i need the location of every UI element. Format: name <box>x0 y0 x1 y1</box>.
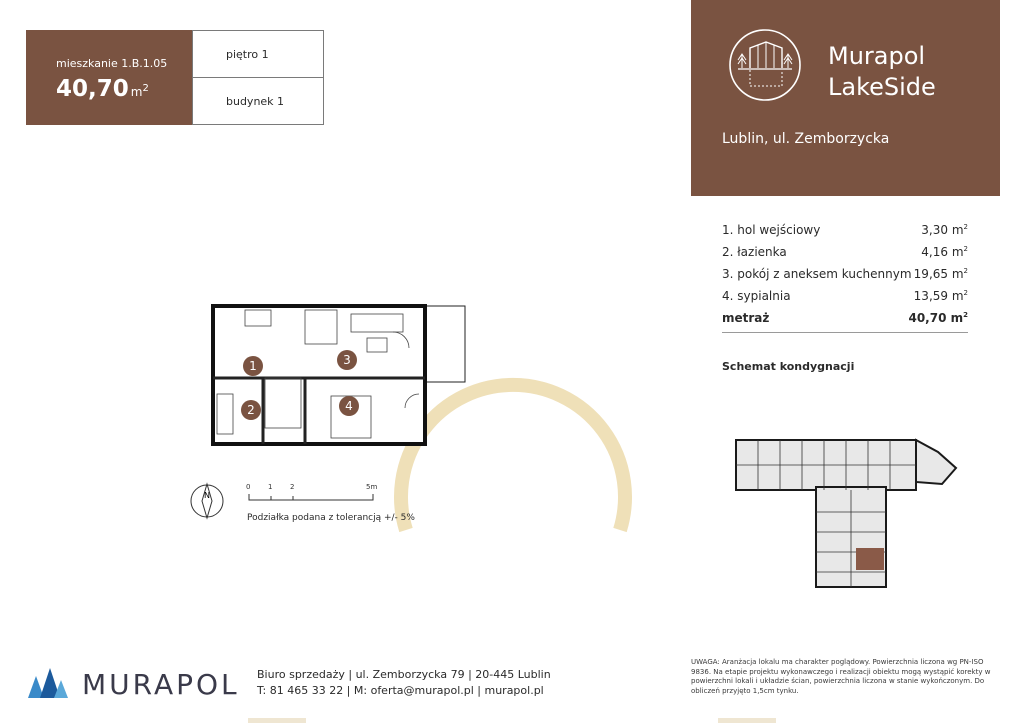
total-label: metraż <box>722 311 770 325</box>
room-row <box>722 264 968 286</box>
brand-panel <box>691 0 1000 196</box>
plan-label-4: 4 <box>345 399 353 413</box>
room-name: 2. łazienka <box>722 245 787 259</box>
footer-brand: MURAPOL <box>82 668 240 701</box>
rooms-divider <box>722 332 968 333</box>
room-row <box>722 286 968 308</box>
gold-accent-left <box>248 718 306 723</box>
plan-label-1: 1 <box>249 359 257 373</box>
room-name: 1. hol wejściowy <box>722 223 821 237</box>
rooms-table <box>722 220 968 333</box>
room-area: 4,16 $m^2$ <box>921 245 968 259</box>
scale-bar <box>243 480 383 506</box>
gold-accent-right <box>718 718 776 723</box>
unit-label: mieszkanie 1.B.1.05 <box>56 57 168 70</box>
room-area: 3,30 $m^2$ <box>921 223 968 237</box>
murapol-logo-icon <box>26 664 70 700</box>
total-area: 40,70 $m^2$ <box>908 311 968 325</box>
disclaimer: UWAGA: Aranżacja lokalu ma charakter poglądowy. Powierzchnia liczona wg PN-ISO 9836. Na etapie projektu wykonawczego i realizacji obiektu mogą wystąpić korekty w powierzchni lokali i układzie ścian, powierzchnia liczona w stanie wykończonym. Do obliczeń przyjęto 1,5cm tynku. <box>691 658 991 695</box>
room-name: 4. sypialnia <box>722 289 791 303</box>
brand-city: Lublin, ul. Zemborzycka <box>722 131 890 147</box>
lakeside-logo-icon <box>728 28 802 102</box>
total-row <box>722 308 968 330</box>
floor-plan <box>205 298 475 452</box>
scale-tick: 0 <box>246 483 251 491</box>
floor-label: piętro 1 <box>226 48 269 61</box>
building-label: budynek 1 <box>226 95 285 108</box>
unit-summary <box>26 30 192 125</box>
room-row <box>722 242 968 264</box>
plan-label-3: 3 <box>343 353 351 367</box>
scheme-wing-right <box>916 440 956 484</box>
footer-phone-email: T: 81 465 33 22 | M: oferta@murapol.pl | murapol.pl <box>257 684 544 697</box>
building-cell <box>192 77 324 125</box>
footer-contact <box>257 667 551 699</box>
footer-address: Biuro sprzedaży | ul. Zemborzycka 79 | 20-445 Lublin <box>257 668 551 681</box>
scheme-highlight-unit <box>856 548 884 570</box>
room-area: 13,59 $m^2$ <box>913 289 968 303</box>
floor-scheme-diagram <box>728 432 960 592</box>
floor-cell <box>192 30 324 78</box>
brand-name-line1: Murapol <box>828 42 926 70</box>
scale-note: Podziałka podana z tolerancją +/- 5% <box>247 513 415 523</box>
brand-name-line2: LakeSide <box>828 73 936 101</box>
room-area: 19,65 $m^2$ <box>913 267 968 281</box>
balcony <box>425 306 465 382</box>
plan-label-2: 2 <box>247 403 255 417</box>
plan-outline <box>213 306 425 444</box>
compass-icon <box>186 480 228 522</box>
scheme-title: Schemat kondygnacji <box>722 360 855 373</box>
compass-label: N <box>204 491 210 500</box>
scale-tick: 1 <box>268 483 273 491</box>
scale-tick: 5m <box>366 483 378 491</box>
room-name: 3. pokój z aneksem kuchennym <box>722 267 912 281</box>
scale-tick: 2 <box>290 483 295 491</box>
room-row <box>722 220 968 242</box>
unit-area: 40,70 $m^2$ <box>56 76 149 102</box>
